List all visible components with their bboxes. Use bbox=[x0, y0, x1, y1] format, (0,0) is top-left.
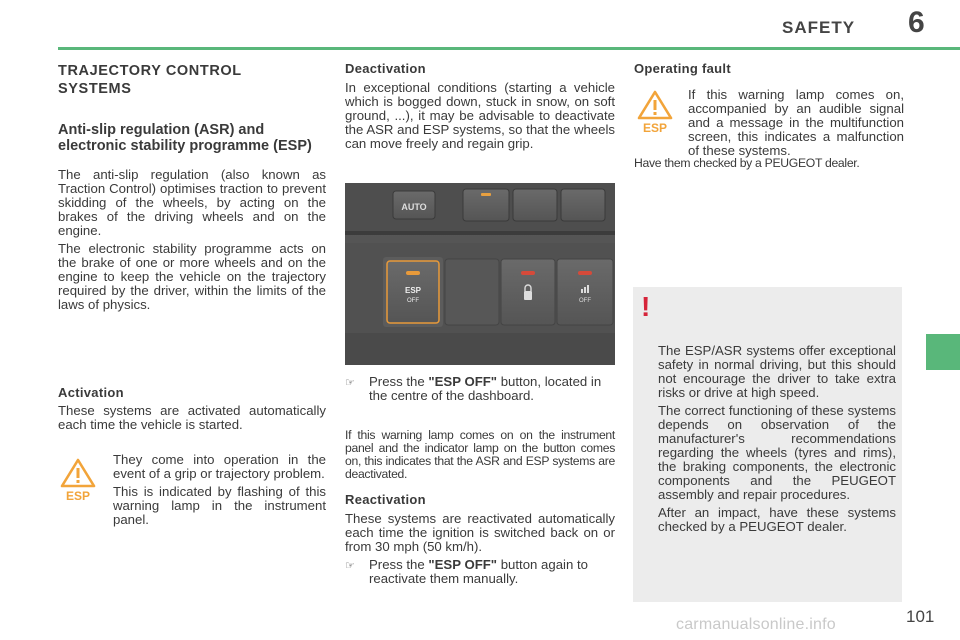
activation-section bbox=[58, 386, 326, 436]
warning-text-2: This is indicated by flashing of this warning lamp in the instrument panel. bbox=[113, 484, 326, 527]
pointing-hand-icon: ☞ bbox=[345, 377, 355, 389]
chapter-number: 6 bbox=[908, 6, 925, 39]
note-text bbox=[658, 344, 896, 538]
dashboard-photo bbox=[345, 183, 615, 365]
pointing-hand-icon: ☞ bbox=[345, 560, 355, 572]
page-section-title: SAFETY bbox=[782, 18, 856, 37]
third-off-label: OFF bbox=[579, 298, 591, 304]
reactivation-heading: Reactivation bbox=[345, 492, 426, 507]
press-esp-off-instruction: ☞ Press the "ESP OFF" button, located in the centre of the dashboard. bbox=[345, 374, 602, 403]
note-paragraph-1: The ESP/ASR systems offer exceptional safety in normal driving, but this should not encourage the driver to take extra risks or drive at high speed. bbox=[658, 343, 896, 400]
reactivation-section bbox=[345, 493, 615, 586]
watermark: carmanualsonline.info bbox=[676, 616, 836, 633]
warning-icon-label: ESP bbox=[642, 121, 668, 134]
fault-text: If this warning lamp comes on, accompanied by an audible signal and a message in the multifunction screen, this indicates a malfunction of these systems. bbox=[688, 87, 904, 158]
chapter-tab-marker bbox=[926, 334, 960, 370]
dealer-check-text: Have them checked by a PEUGEOT dealer. bbox=[634, 156, 860, 170]
reactivation-text: These systems are reactivated automatically each time the ignition is switched back on or from 30 mph (50 km/h). bbox=[345, 511, 615, 554]
note-paragraph-3: After an impact, have these systems checked by a PEUGEOT dealer. bbox=[658, 505, 896, 534]
esp-off-label: OFF bbox=[407, 298, 419, 304]
subsection-title: Anti-slip regulation (ASR) and electronic stability programme (ESP) bbox=[58, 122, 312, 154]
section-title: TRAJECTORY CONTROL SYSTEMS bbox=[58, 63, 242, 97]
operating-fault-heading: Operating fault bbox=[634, 61, 731, 76]
warning-text-1: They come into operation in the event of a grip or trajectory problem. bbox=[113, 452, 326, 481]
exclamation-icon: ! bbox=[641, 291, 651, 322]
esp-off-button-name: "ESP OFF" bbox=[428, 374, 498, 389]
deactivation-section bbox=[345, 62, 615, 155]
warning-triangle-esp-icon bbox=[637, 90, 673, 134]
deactivation-heading: Deactivation bbox=[345, 61, 426, 76]
esp-button-label: ESP bbox=[404, 286, 422, 295]
esp-off-button-name: "ESP OFF" bbox=[428, 557, 498, 572]
activation-heading: Activation bbox=[58, 385, 124, 400]
warning-triangle-esp-icon bbox=[60, 458, 96, 502]
deactivation-text: In exceptional conditions (starting a vehicle which is bogged down, stuck in snow, on soft ground, ...), it may be advisable to deactivate the ASR and ESP systems, so that the wheels can move freely and regain grip. bbox=[345, 80, 615, 151]
operating-fault-section bbox=[634, 62, 904, 76]
header-divider bbox=[58, 47, 960, 50]
esp-description: The electronic stability programme acts on the brake of one or more wheels and on the engine to keep the vehicle on the trajectory required by the driver, within the limits of the laws of physics. bbox=[58, 241, 326, 312]
press-esp-off-again-instruction: ☞ Press the "ESP OFF" button again to reactivate them manually. bbox=[345, 557, 588, 586]
asr-description: The anti-slip regulation (also known as Traction Control) optimises traction to prevent skidding of the wheels, by acting on the brakes of the driving wheels and on the engine. bbox=[58, 167, 326, 238]
activation-text: These systems are activated automatically each time the vehicle is started. bbox=[58, 403, 326, 432]
page-number: 101 bbox=[906, 607, 935, 626]
lamp-explanation: If this warning lamp comes on on the instrument panel and the indicator lamp on the button comes on, this indicates that the ASR and ESP systems are deactivated. bbox=[345, 428, 615, 481]
note-paragraph-2: The correct functioning of these systems depends on observation of the manufacturer's recommendations regarding the wheels (tyres and rims), the braking components, the electronic components and the PEUGEOT assembly and repair procedures. bbox=[658, 403, 896, 502]
auto-button-label: AUTO bbox=[401, 202, 427, 212]
warning-icon-label: ESP bbox=[65, 489, 91, 502]
left-column bbox=[58, 62, 326, 316]
warning-explanation bbox=[113, 453, 326, 531]
important-note-box bbox=[633, 287, 902, 602]
